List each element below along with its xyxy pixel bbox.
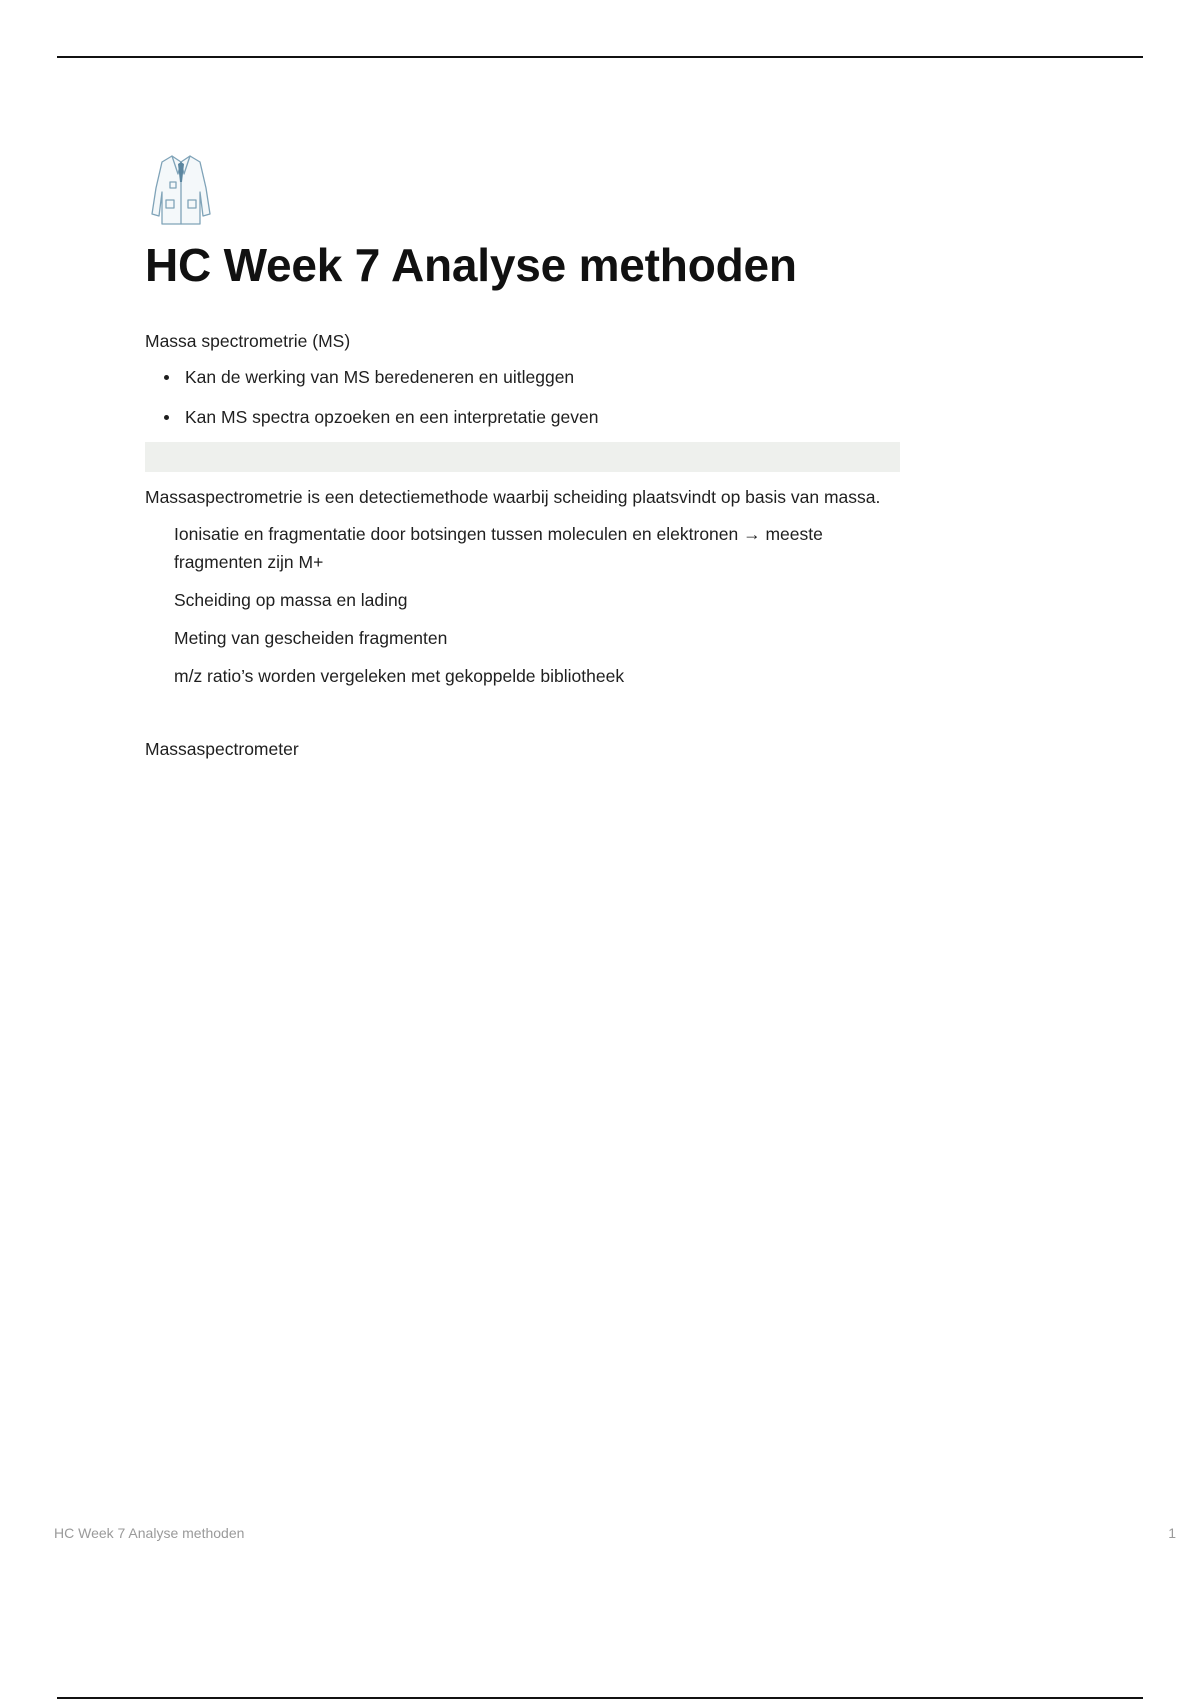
callout-block <box>145 442 900 472</box>
page-number: 1 <box>1168 1525 1176 1541</box>
intro-text: Massa spectrometrie (MS) <box>145 331 351 351</box>
process-step: Scheiding op massa en lading <box>174 590 408 610</box>
bottom-page-rule <box>57 1697 1143 1699</box>
list-item <box>185 362 900 392</box>
section-subheading: Massaspectrometer <box>145 739 299 759</box>
process-steps <box>145 520 900 690</box>
list-item <box>185 402 900 432</box>
top-page-rule <box>57 56 1143 58</box>
list-item-text: Kan MS spectra opzoeken en een interpretatie geven <box>185 407 599 427</box>
footer-title: HC Week 7 Analyse methoden <box>54 1525 245 1541</box>
page-title: HC Week 7 Analyse methoden <box>145 239 797 291</box>
process-step: Ionisatie en fragmentatie door botsingen tussen moleculen en elektronen → meeste fragmenten zijn M+ <box>174 524 823 572</box>
process-step: Meting van gescheiden fragmenten <box>174 628 448 648</box>
definition-text: Massaspectrometrie is een detectiemethode waarbij scheiding plaatsvindt op basis van massa. <box>145 487 881 507</box>
document-body <box>145 232 900 764</box>
list-item-text: Kan de werking van MS beredeneren en uitleggen <box>185 367 575 387</box>
lab-coat-icon <box>148 152 214 226</box>
bullet-dot <box>164 415 169 420</box>
learning-goals-list <box>145 362 900 432</box>
bullet-dot <box>164 375 169 380</box>
process-step: m/z ratio’s worden vergeleken met gekoppelde bibliotheek <box>174 666 625 686</box>
